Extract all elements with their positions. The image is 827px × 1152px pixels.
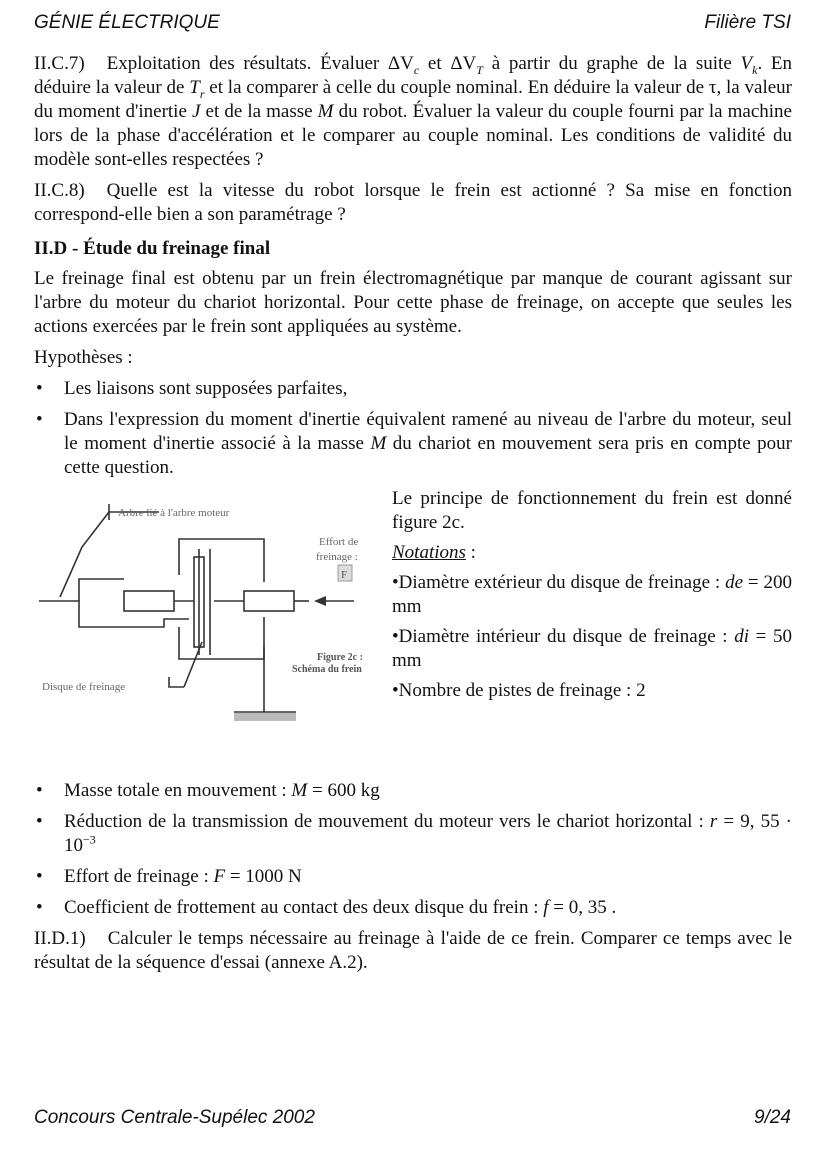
label-effort-1: Effort de [319,536,359,548]
notations-block [392,487,792,779]
hypotheses-title: Hypothèses : [34,347,133,368]
bearing-right [244,591,294,611]
shaft-left-upper [79,579,124,601]
label-force-F: F [341,569,348,581]
label-shaft: Arbre lié à l'arbre moteur [118,507,230,519]
figure-intro: Le principe de fonctionnement du frein est donné figure 2c. [392,488,792,533]
footer-exam: Concours Centrale-Supélec 2002 [34,1107,315,1128]
figure-row [34,487,792,779]
brake-schematic [34,487,384,732]
question-tag: II.C.7) [34,53,85,74]
data-list [34,779,792,920]
section-intro: Le freinage final est obtenu par un frein électromagnétique par manque de courant agissant sur l'arbre du moteur du chariot horizontal. Pour cette phase de freinage, on accepte que seules les actions exercées par le frein sont appliquées au système. [34,268,792,337]
figure-caption-1: Figure 2c : [317,652,363,663]
leader-line [60,512,109,597]
question-tag: II.D.1) [34,928,86,949]
list-item: • Les liaisons sont supposées parfaites, [34,377,792,401]
list-item: • Réduction de la transmission de mouvement du moteur vers le chariot horizontal : r = 9, $55 \cdot 10^{-3}$ [34,810,792,858]
notation-inner-diameter: •Diamètre intérieur du disque de freinage : di = 50 mm [392,626,792,671]
list-item: • Coefficient de frottement au contact des deux disque du frein : f = 0, 35 . [34,896,792,920]
question-d1: II.D.1) Calculer le temps nécessaire au freinage à l'aide de ce frein. Comparer ce temps avec le résultat de la séquence d'essai (annexe A.2). [34,928,792,973]
bearing-left [124,591,174,611]
hypotheses-list [34,377,792,480]
list-item: • Dans l'expression du moment d'inertie équivalent ramené au niveau de l'arbre du moteur, seul le moment d'inertie associé à la masse M du chariot en mouvement sera pris en compte pour cette question. [34,408,792,480]
brake-housing-top [179,539,264,582]
notations-heading: Notations : [392,542,476,563]
section-title: II.D - Étude du freinage final [34,238,271,259]
notation-tracks: •Nombre de pistes de freinage : 2 [392,680,646,701]
brake-diagram [34,487,384,732]
shaft-left [39,601,189,627]
document-body [34,52,792,982]
list-item: • Effort de freinage : F = 1000 N [34,865,792,889]
label-disc: Disque de freinage [42,681,126,693]
ground-hatch [234,713,296,721]
header-track: Filière TSI [704,12,791,33]
footer-page-number: 9/24 [754,1107,791,1128]
notation-outer-diameter: •Diamètre extérieur du disque de freinage : de = 200 mm [392,572,792,617]
question-c8: II.C.8) Quelle est la vitesse du robot lorsque le frein est actionné ? Sa mise en fonction correspond-elle bien a son paramétrage ? [34,180,792,225]
question-c7: II.C.7) Exploitation des résultats. Évaluer $\Delta V_c$ et $\Delta V_T$ à partir du graphe de la suite $V_k$. En déduire la valeur de $T_r$ et la comparer à celle du couple nominal. En déduire la valeur de τ, la valeur du moment d'inertie J et de la masse M du robot. Évaluer la valeur du couple fourni par la machine lors de la phase d'accélération et le comparer au couple nominal. Les conditions de validité du modèle sont-elles respectées ? [34,53,793,170]
figure-caption-2: Schéma du frein [292,664,362,675]
list-item: • Masse totale en mouvement : M = 600 kg [34,779,792,803]
force-arrowhead [314,596,326,606]
brake-housing-bottom [179,617,264,659]
header-subject: GÉNIE ÉLECTRIQUE [34,12,220,33]
question-tag: II.C.8) [34,180,85,201]
label-effort-2: freinage : [316,551,358,563]
